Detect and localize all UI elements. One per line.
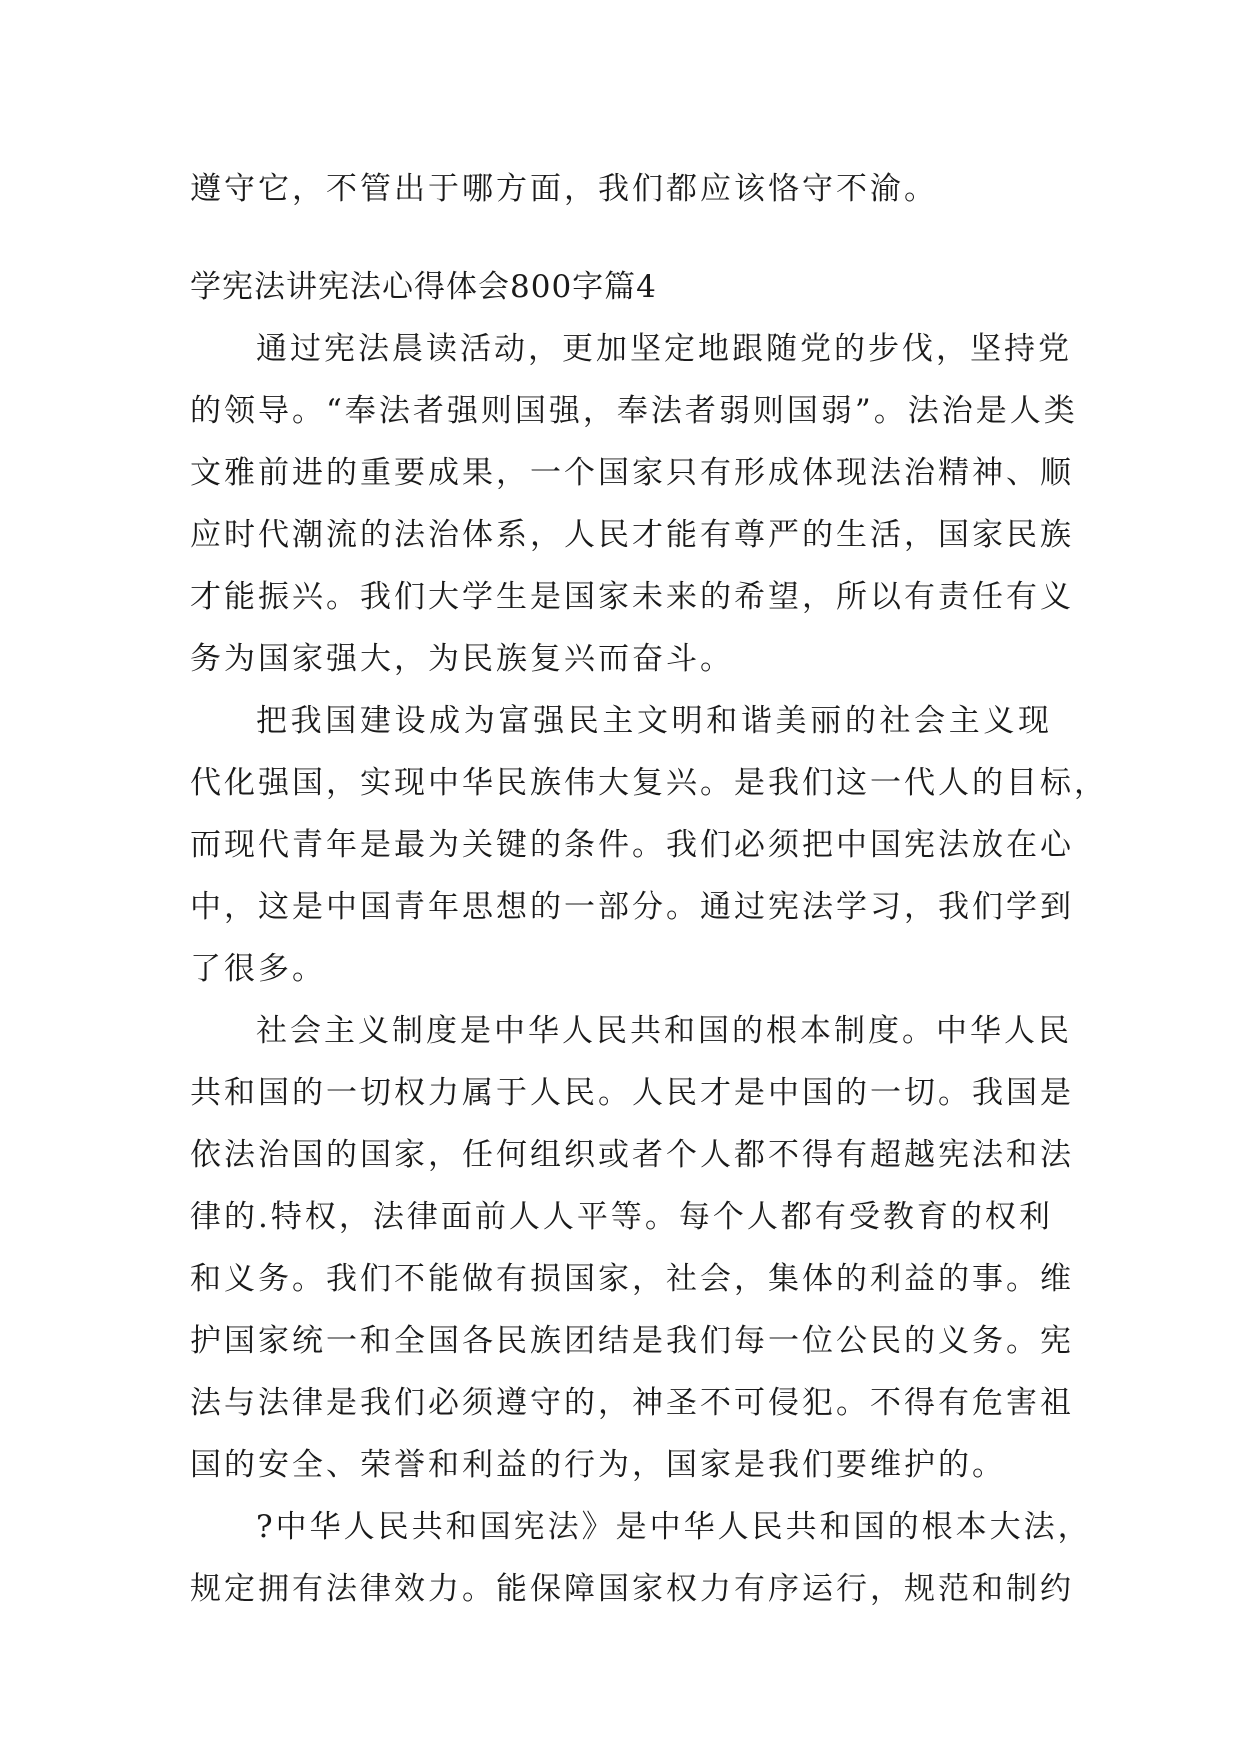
document-body bbox=[190, 158, 1108, 1620]
paragraph-line: ?中华人民共和国宪法》是中华人民共和国的根本大法， bbox=[256, 1509, 1092, 1545]
section-title: 学宪法讲宪法心得体会800字篇4 bbox=[190, 269, 657, 305]
paragraph-line: 律的.特权，法律面前人人平等。每个人都有受教育的权利 bbox=[190, 1199, 1053, 1235]
paragraph-line: 代化强国，实现中华民族伟大复兴。是我们这一代人的目标， bbox=[190, 765, 1108, 801]
paragraph-line: 社会主义制度是中华人民共和国的根本制度。中华人民 bbox=[256, 1013, 1072, 1049]
paragraph-line: 应时代潮流的法治体系，人民才能有尊严的生活，国家民族 bbox=[190, 517, 1074, 553]
paragraph-line: 中，这是中国青年思想的一部分。通过宪法学习，我们学到 bbox=[190, 889, 1074, 925]
paragraph-1 bbox=[190, 318, 1078, 690]
paragraph-2 bbox=[190, 690, 1108, 1000]
paragraph-line: 才能振兴。我们大学生是国家未来的希望，所以有责任有义 bbox=[190, 579, 1074, 615]
paragraph-line: 共和国的一切权力属于人民。人民才是中国的一切。我国是 bbox=[190, 1075, 1074, 1111]
paragraph-3 bbox=[190, 1000, 1074, 1496]
paragraph-line: 了很多。 bbox=[190, 951, 326, 987]
paragraph-line: 依法治国的国家，任何组织或者个人都不得有超越宪法和法 bbox=[190, 1137, 1074, 1173]
paragraph-line: 护国家统一和全国各民族团结是我们每一位公民的义务。宪 bbox=[190, 1323, 1074, 1359]
paragraph-line: 把我国建设成为富强民主文明和谐美丽的社会主义现 bbox=[256, 703, 1052, 739]
paragraph-line: 国的安全、荣誉和利益的行为，国家是我们要维护的。 bbox=[190, 1447, 1006, 1483]
paragraph-line: 通过宪法晨读活动，更加坚定地跟随党的步伐，坚持党 bbox=[256, 331, 1072, 367]
paragraph-line: 而现代青年是最为关键的条件。我们必须把中国宪法放在心 bbox=[190, 827, 1074, 863]
paragraph-line: 法与法律是我们必须遵守的，神圣不可侵犯。不得有危害祖 bbox=[190, 1385, 1074, 1421]
paragraph-line: 务为国家强大，为民族复兴而奋斗。 bbox=[190, 641, 734, 677]
section-gap bbox=[190, 220, 1052, 256]
paragraph-line: 规定拥有法律效力。能保障国家权力有序运行，规范和制约 bbox=[190, 1571, 1074, 1607]
paragraph-line: 的领导。“奉法者强则国强，奉法者弱则国弱”。法治是人类 bbox=[190, 393, 1078, 429]
paragraph-4 bbox=[190, 1496, 1092, 1620]
paragraph-line: 和义务。我们不能做有损国家，社会，集体的利益的事。维 bbox=[190, 1261, 1074, 1297]
paragraph-line: 文雅前进的重要成果，一个国家只有形成体现法治精神、顺 bbox=[190, 455, 1074, 491]
intro-line: 遵守它，不管出于哪方面，我们都应该恪守不渝。 bbox=[190, 171, 938, 207]
